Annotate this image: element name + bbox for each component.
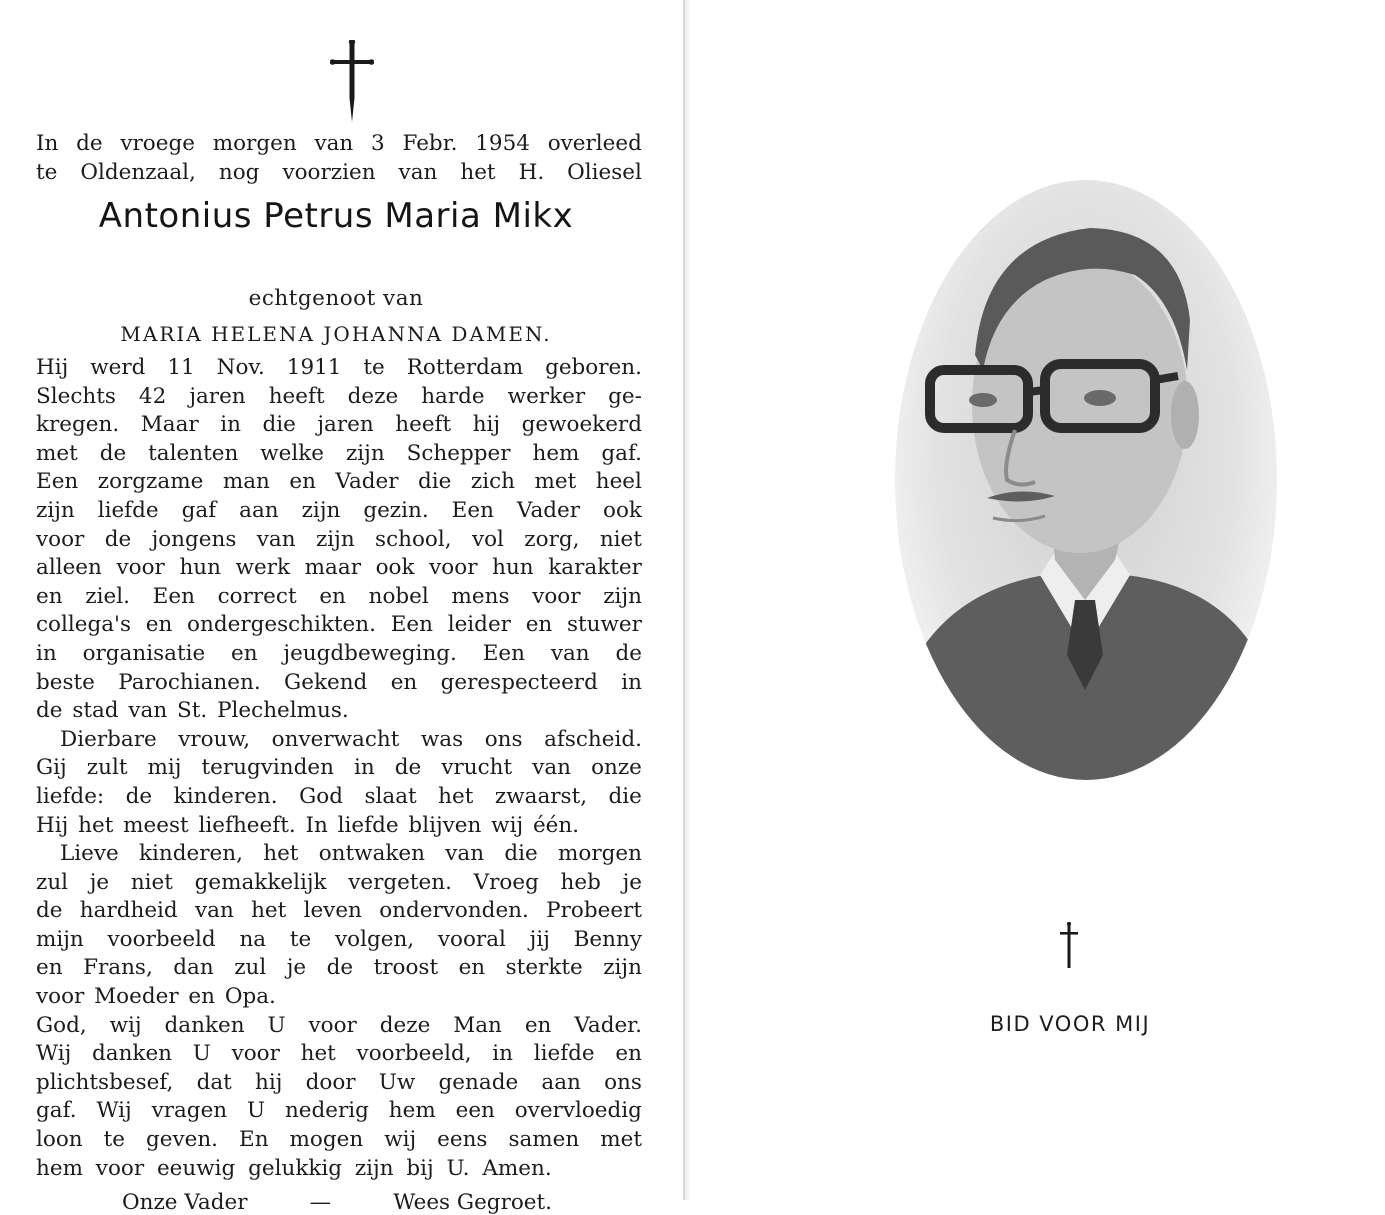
word: terugvinden <box>201 755 334 781</box>
word: harde <box>421 383 485 409</box>
word: Benny <box>573 926 642 952</box>
word: ondergeschikten. <box>187 612 376 638</box>
word: jaren <box>189 383 246 409</box>
word: zorgzame <box>97 469 204 495</box>
word: ondervonden. <box>379 898 529 924</box>
word: heeft <box>395 412 452 438</box>
body-line: voor Moeder en Opa. <box>36 984 276 1010</box>
word: heel <box>595 469 642 495</box>
word: God, <box>36 1012 87 1038</box>
intro-line-1 <box>36 130 642 159</box>
body-line <box>36 354 642 383</box>
word: jeugdbeweging. <box>283 640 457 666</box>
word: gerespecteerd <box>440 669 598 695</box>
word: en <box>231 640 258 666</box>
word: onverwacht <box>271 726 400 752</box>
word: de <box>394 755 422 781</box>
word: hij <box>472 412 501 438</box>
word: alleen <box>36 555 102 581</box>
word: liefde: <box>36 783 105 809</box>
word: Rotterdam <box>406 355 524 380</box>
word: eens <box>437 1127 488 1153</box>
word: hij <box>255 1069 283 1095</box>
prayer-wees-gegroet: Wees Gegroet. <box>393 1190 552 1215</box>
word: wij <box>109 1012 142 1038</box>
word: mij <box>147 755 182 781</box>
word: mens <box>451 583 510 609</box>
word: en <box>524 1012 552 1038</box>
word: Uw <box>378 1069 416 1095</box>
word: in <box>36 640 57 666</box>
spouse-label: echtgenoot van <box>248 286 424 311</box>
body-line: Hij het meest liefheeft. In liefde blijven wij één. <box>36 812 580 838</box>
word: H. <box>518 159 545 185</box>
word: voor <box>231 1041 280 1067</box>
word: Een <box>152 583 195 609</box>
word: Maar <box>140 412 199 438</box>
body-line: de stad van St. Plechelmus. <box>36 698 349 724</box>
word: 11 <box>167 355 195 380</box>
word: die <box>608 783 642 809</box>
word: maar <box>304 555 361 581</box>
word: en <box>525 612 553 638</box>
body-line <box>36 1097 642 1126</box>
word: deze <box>379 1012 431 1038</box>
word: ons <box>604 1069 642 1095</box>
word: volgen, <box>335 926 415 952</box>
word: te <box>363 355 385 380</box>
word: Een <box>482 640 525 666</box>
word: mogen <box>289 1127 364 1153</box>
word: vol <box>471 526 504 552</box>
word: Probeert <box>546 898 642 924</box>
word: van <box>445 841 485 867</box>
word: Een <box>451 497 494 523</box>
word: onze <box>591 755 642 781</box>
word: die <box>504 841 538 867</box>
word: In <box>36 131 59 156</box>
word: Parochianen. <box>118 669 261 695</box>
body-line <box>36 411 642 440</box>
body-line <box>36 611 642 640</box>
word: van <box>194 898 234 924</box>
word: voor <box>429 555 478 581</box>
word: Nov. <box>216 355 265 380</box>
word: en <box>145 612 173 638</box>
word: welke <box>260 440 325 466</box>
word: ook <box>375 555 415 581</box>
word: hem <box>388 1098 436 1124</box>
word: zijn <box>315 526 355 552</box>
body-line <box>36 954 642 983</box>
body-line <box>36 754 642 783</box>
word: aan <box>541 1069 581 1095</box>
word: Een <box>36 469 79 495</box>
word: gemakkelijk <box>194 869 327 895</box>
word: dat <box>196 1069 232 1095</box>
body-line: hem voor eeuwig gelukkig zijn bij U. Amen. <box>36 1155 552 1181</box>
body-line <box>36 783 642 812</box>
body-line <box>36 926 642 955</box>
portrait-photo <box>895 180 1277 780</box>
word: Wij <box>36 1041 72 1067</box>
word: loon <box>36 1127 83 1153</box>
word: dan <box>173 955 214 981</box>
word: beste <box>36 669 95 695</box>
word: voor <box>36 526 85 552</box>
word: Vader. <box>574 1012 642 1038</box>
word: hardheid <box>79 898 178 924</box>
body-line <box>36 440 642 469</box>
word: je <box>89 869 110 895</box>
body-line <box>36 897 642 926</box>
card-fold-shadow <box>685 0 691 1200</box>
word: Gekend <box>284 669 368 695</box>
word: te <box>36 159 58 185</box>
word: talenten <box>148 440 239 466</box>
word: werker <box>507 383 586 409</box>
intro-line-2 <box>36 159 642 188</box>
word: 1954 <box>475 131 530 156</box>
word: het <box>438 783 474 809</box>
word: niet <box>599 526 642 552</box>
word: heeft <box>268 383 325 409</box>
word: leven <box>303 898 362 924</box>
word: Gij <box>36 755 67 781</box>
word: met <box>600 1127 642 1153</box>
body-line <box>36 497 642 526</box>
word: Schepper <box>406 440 511 466</box>
word: leider <box>447 612 511 638</box>
word: zwaarst, <box>494 783 588 809</box>
word: U <box>192 1041 211 1067</box>
body-line <box>36 554 642 583</box>
word: werk <box>235 555 291 581</box>
word: Vader <box>335 469 399 495</box>
cross-icon <box>330 40 374 122</box>
word: en <box>319 583 346 609</box>
word: de <box>125 783 153 809</box>
word: morgen <box>212 131 297 156</box>
word: voorzien <box>282 159 376 185</box>
word: zul <box>234 955 267 981</box>
word: de <box>104 526 132 552</box>
word: deze <box>347 383 399 409</box>
word: Lieve <box>60 841 119 867</box>
word: 3 <box>371 131 385 156</box>
word: vragen <box>151 1098 228 1124</box>
word: overleed <box>547 131 642 156</box>
word: afscheid. <box>544 726 642 752</box>
word: hun <box>492 555 534 581</box>
word: te <box>289 926 312 952</box>
word: Vader <box>516 497 581 523</box>
word: nobel <box>368 583 429 609</box>
word: liefde <box>97 497 159 523</box>
word: plichtsbesef, <box>36 1069 174 1095</box>
word: morgen <box>558 841 642 867</box>
word: het <box>251 898 287 924</box>
word: die <box>262 412 296 438</box>
word: slaat <box>364 783 417 809</box>
word: kinderen, <box>139 841 243 867</box>
word: kinderen. <box>173 783 278 809</box>
cross-icon <box>1058 922 1080 968</box>
word: je <box>622 869 642 895</box>
word: van <box>398 159 438 185</box>
word: U <box>267 1012 286 1038</box>
word: met <box>36 440 78 466</box>
word: het <box>460 159 496 185</box>
memorial-body-text <box>36 354 642 1183</box>
word: geven. <box>145 1127 219 1153</box>
word: zorg, <box>524 526 580 552</box>
word: voorbeeld, <box>356 1041 472 1067</box>
word: Frans, <box>83 955 153 981</box>
word: collega's <box>36 612 131 638</box>
word: vroege <box>120 131 195 156</box>
word: in <box>354 755 375 781</box>
word: voor <box>308 1012 357 1038</box>
word: troost <box>373 955 439 981</box>
word: ontwaken <box>318 841 425 867</box>
word: jaren <box>317 412 374 438</box>
word: te <box>103 1127 125 1153</box>
body-line <box>36 840 642 869</box>
word: voor <box>532 583 581 609</box>
word: en <box>615 1041 642 1067</box>
word: gaf. <box>601 440 642 466</box>
word: zijn <box>603 583 642 609</box>
word: in <box>220 412 241 438</box>
word: 42 <box>138 383 167 409</box>
word: danken <box>91 1041 173 1067</box>
word: in <box>621 669 642 695</box>
word: met <box>534 469 577 495</box>
word: Man <box>453 1012 502 1038</box>
word: nog <box>218 159 260 185</box>
word: wij <box>384 1127 417 1153</box>
word: danken <box>164 1012 245 1038</box>
word: en <box>390 669 418 695</box>
body-line <box>36 468 642 497</box>
word: heb <box>560 869 601 895</box>
word: overvloedig <box>514 1098 642 1124</box>
body-line <box>36 1012 642 1041</box>
word: die <box>418 469 452 495</box>
word: ziel. <box>85 583 130 609</box>
word: zich <box>470 469 515 495</box>
word: van <box>532 755 572 781</box>
word: ons <box>484 726 523 752</box>
word: en <box>289 469 316 495</box>
word: Vroeg <box>473 869 539 895</box>
word: gezin. <box>363 497 429 523</box>
portrait-illustration <box>895 180 1277 780</box>
word: gaf <box>181 497 217 523</box>
word: hun <box>179 555 221 581</box>
word: de <box>326 955 354 981</box>
word: en <box>36 955 63 981</box>
word: Wij <box>96 1098 132 1124</box>
word: school, <box>375 526 452 552</box>
word: jij <box>529 926 550 952</box>
word: van <box>550 640 590 666</box>
word: gaf. <box>36 1098 77 1124</box>
word: geboren. <box>545 355 642 380</box>
word: God <box>299 783 343 809</box>
word: samen <box>508 1127 580 1153</box>
word: je <box>286 955 307 981</box>
body-line <box>36 1069 642 1098</box>
body-line <box>36 669 642 698</box>
word: hem <box>532 440 580 466</box>
word: zul <box>36 869 69 895</box>
word: ge- <box>608 383 642 409</box>
word: aan <box>239 497 279 523</box>
word: zult <box>86 755 128 781</box>
word: voorbeeld <box>107 926 216 952</box>
word: ook <box>603 497 642 523</box>
word: En <box>239 1127 269 1153</box>
body-line <box>36 1126 642 1155</box>
word: na <box>239 926 267 952</box>
word: genade <box>438 1069 519 1095</box>
word: zijn <box>301 497 341 523</box>
word: Oldenzaal, <box>80 159 196 185</box>
word: zijn <box>603 955 642 981</box>
word: gewoekerd <box>521 412 642 438</box>
word: Febr. <box>402 131 458 156</box>
death-announcement <box>36 130 642 187</box>
word: Slechts <box>36 383 116 409</box>
word: Een <box>390 612 433 638</box>
prayer-separator: — <box>309 1190 332 1215</box>
word: kregen. <box>36 412 120 438</box>
word: karakter <box>548 555 642 581</box>
word: door <box>305 1069 356 1095</box>
word: zijn <box>345 440 385 466</box>
body-line <box>36 1040 642 1069</box>
word: de <box>615 640 642 666</box>
word: de <box>36 898 63 924</box>
word: vrouw, <box>178 726 251 752</box>
word: Oliesel <box>567 159 642 185</box>
word: het <box>300 1041 336 1067</box>
word: in <box>492 1041 513 1067</box>
body-line <box>36 526 642 555</box>
body-line <box>36 583 642 612</box>
word: sterkte <box>505 955 583 981</box>
word: U <box>246 1098 266 1124</box>
word: mijn <box>36 926 84 952</box>
body-line <box>36 869 642 898</box>
closing-prayers <box>122 1190 552 1215</box>
word: nederig <box>284 1098 369 1124</box>
word: organisatie <box>82 640 206 666</box>
word: werd <box>90 355 146 380</box>
spouse-name: MARIA HELENA JOHANNA DAMEN. <box>120 322 552 346</box>
word: man <box>222 469 270 495</box>
bid-voor-mij-text: BID VOOR MIJ <box>989 1012 1151 1036</box>
word: jongens <box>151 526 237 552</box>
word: correct <box>217 583 297 609</box>
prayer-onze-vader: Onze Vader <box>122 1190 248 1215</box>
word: van <box>314 131 354 156</box>
word: en <box>458 955 486 981</box>
word: van <box>256 526 296 552</box>
word: voor <box>116 555 165 581</box>
word: het <box>263 841 299 867</box>
word: vergeten. <box>348 869 452 895</box>
word: niet <box>130 869 173 895</box>
body-line <box>36 640 642 669</box>
word: zijn <box>36 497 75 523</box>
body-line <box>36 726 642 755</box>
deceased-name: Antonius Petrus Maria Mikx <box>98 196 574 236</box>
word: en <box>36 583 63 609</box>
word: een <box>455 1098 495 1124</box>
word: Hij <box>36 355 69 380</box>
word: Dierbare <box>60 726 157 752</box>
body-line <box>36 383 642 412</box>
word: 1911 <box>286 355 342 380</box>
word: vooral <box>437 926 506 952</box>
word: stuwer <box>567 612 642 638</box>
word: vrucht <box>441 755 513 781</box>
word: de <box>76 131 103 156</box>
word: de <box>99 440 127 466</box>
word: liefde <box>533 1041 595 1067</box>
word: was <box>420 726 464 752</box>
